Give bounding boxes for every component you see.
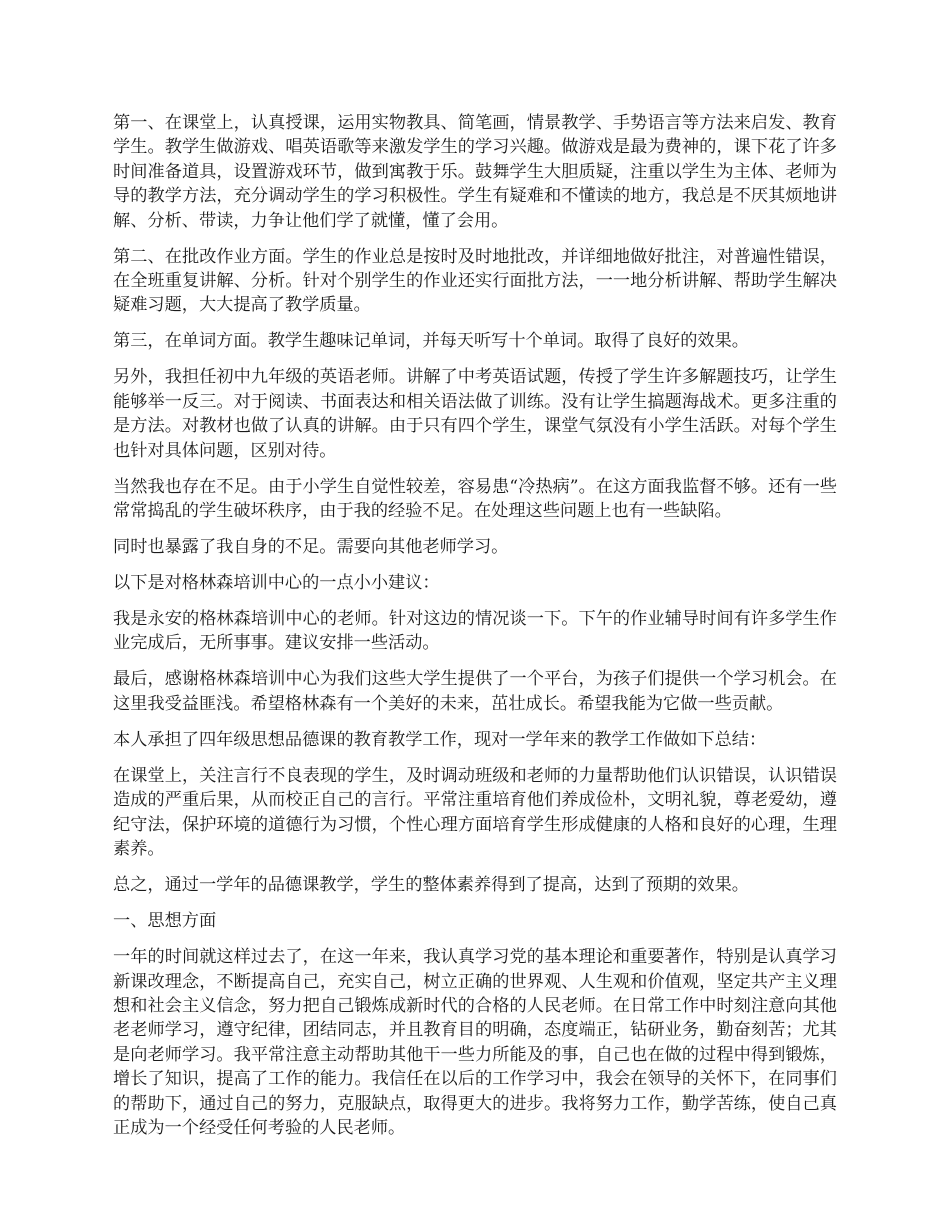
paragraph-summary: 总之，通过一学年的品德课教学，学生的整体素养得到了提高，达到了预期的效果。 (113, 875, 749, 896)
paragraph-self-reflection: 同时也暴露了我自身的不足。需要向其他老师学习。 (113, 537, 509, 558)
section-heading-thought: 一、思想方面 (113, 911, 217, 932)
paragraph-thanks: 最后，感谢格林森培训中心为我们这些大学生提供了一个平台，为孩子们提供一个学习机会。在这里我受益匪浅。希望格林森有一个美好的未来，茁壮成长。希望我能为它做一些贡献。 (113, 669, 837, 714)
paragraph-suggestion: 我是永安的格林森培训中心的老师。针对这边的情况谈一下。下午的作业辅导时间有许多学生作业完成后，无所事事。建议安排一些活动。 (113, 609, 837, 654)
paragraph-teaching-methods: 第一、在课堂上，认真授课，运用实物教具、简笔画，情景教学、手势语言等方法来启发、教育学生。教学生做游戏、唱英语歌等来激发学生的学习兴趣。做游戏是最为费神的，课下花了许多时间准备道具，设置游戏环节，做到寓教于乐。鼓舞学生大胆质疑，注重以学生为主体、老师为导的教学方法，充分调动学生的学习积极性。学生有疑难和不懂读的地方，我总是不厌其烦地讲解、分析、带读，力争让他们学了就懂，懂了会用。 (113, 113, 837, 231)
paragraph-shortcomings: 当然我也存在不足。由于小学生自觉性较差，容易患“冷热病”。在这方面我监督不够。还有一些常常捣乱的学生破坏秩序，由于我的经验不足。在处理这些问题上也有一些缺陷。 (113, 476, 837, 522)
paragraph-homework: 第二、在批改作业方面。学生的作业总是按时及时地批改，并详细地做好批注，对普遍性错误，在全班重复讲解、分析。针对个别学生的作业还实行面批方法，一一地分析讲解、帮助学生解决疑难习题，大大提高了教学质量。 (113, 246, 837, 316)
paragraph-thought: 一年的时间就这样过去了，在这一年来，我认真学习党的基本理论和重要著作，特别是认真学习新课改理念，不断提高自己，充实自己，树立正确的世界观、人生观和价值观，坚定共产主义理想和社会主义信念，努力把自己锻炼成新时代的合格的人民老师。在日常工作中时刻注意向其他老老师学习，遵守纪律，团结同志，并且教育目的明确，态度端正，钻研业务，勤奋刻苦；尤其是向老师学习。我平常注意主动帮助其他干一些力所能及的事，自己也在做的过程中得到锻炼，增长了知识，提高了工作的能力。我信任在以后的工作学习中，我会在领导的关怀下，在同事们的帮助下，通过自己的努力，克服缺点，取得更大的进步。我将努力工作，勤学苦练，使自己真正成为一个经受任何考验的人民老师。 (113, 947, 837, 1138)
paragraph-moral-course-intro: 本人承担了四年级思想品德课的教育教学工作，现对一学年来的教学工作做如下总结： (113, 729, 767, 750)
paragraph-vocabulary: 第三，在单词方面。教学生趣味记单词，并每天听写十个单词。取得了良好的效果。 (113, 331, 749, 352)
document-body (113, 111, 837, 1152)
paragraph-grade-nine: 另外，我担任初中九年级的英语老师。讲解了中考英语试题，传授了学生许多解题技巧，让学生能够举一反三。对于阅读、书面表达和相关语法做了训练。没有让学生搞题海战术。更多注重的是方法。对教材也做了认真的讲解。由于只有四个学生，课堂气氛没有小学生活跃。对每个学生也针对具体问题，区别对待。 (113, 367, 837, 461)
paragraph-classroom-conduct: 在课堂上，关注言行不良表现的学生，及时调动班级和老师的力量帮助他们认识错误，认识错误造成的严重后果，从而校正自己的言行。平常注重培育他们养成俭朴，文明礼貌，尊老爱幼，遵纪守法，保护环境的道德行为习惯，个性心理方面培育学生形成健康的人格和良好的心理，生理素养。 (113, 765, 837, 860)
paragraph-suggestions-intro: 以下是对格林森培训中心的一点小小建议： (113, 573, 440, 594)
